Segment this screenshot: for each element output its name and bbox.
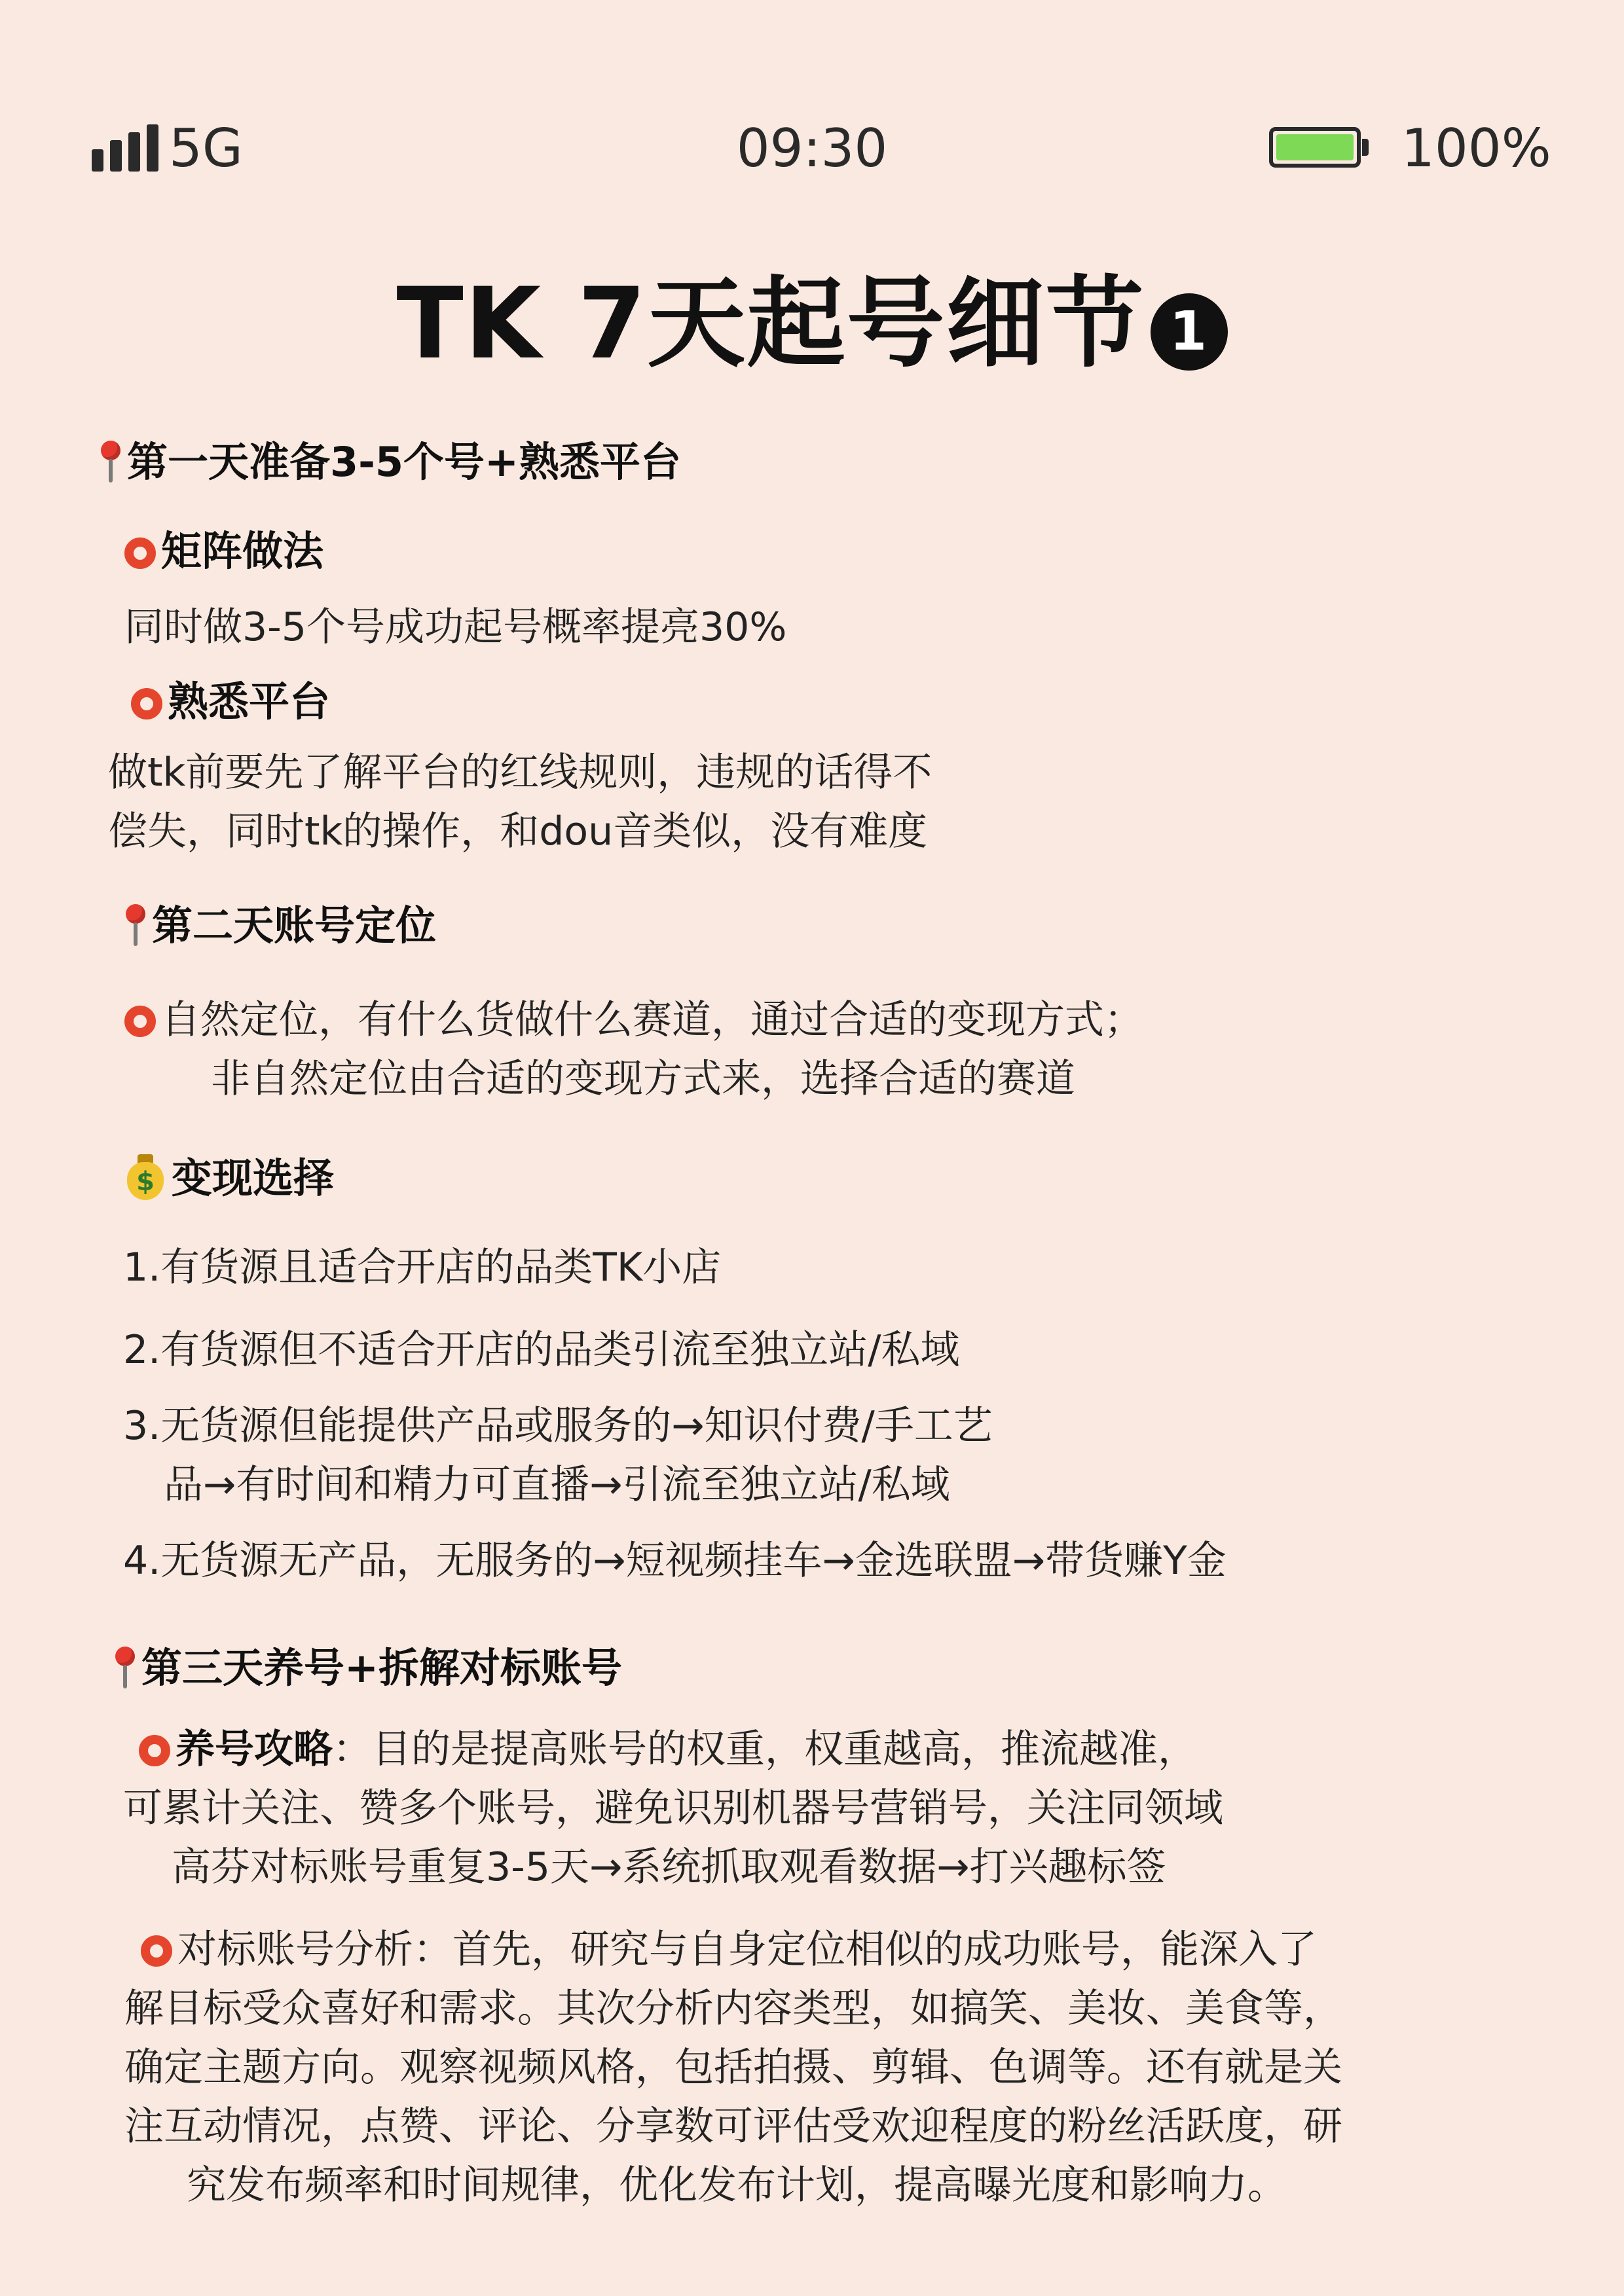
analysis-text: 对标账号分析：首先，研究与自身定位相似的成功账号，能深入了 xyxy=(177,1927,1317,1973)
analysis-line: 究发布频率和时间规律，优化发布计划，提高曝光度和影响力。 xyxy=(187,2162,1287,2208)
battery-icon xyxy=(1269,127,1361,168)
round-pushpin-icon xyxy=(98,438,123,485)
analysis-line: 确定主题方向。观察视频风格，包括拍摄、剪辑、色调等。还有就是关 xyxy=(124,2045,1342,2090)
section-heading-monetize xyxy=(126,1152,334,1205)
positioning-text-line xyxy=(124,994,1143,1046)
money-bag-icon: $ xyxy=(126,1154,165,1200)
section-heading-day2-text: 第二天账号定位 xyxy=(152,902,437,949)
matrix-text: 同时做3-5个号成功起号概率提亮30% xyxy=(124,604,787,650)
subheading-matrix xyxy=(124,525,323,577)
network-type: 5G xyxy=(169,118,243,179)
status-bar xyxy=(0,111,1624,190)
analysis-line: 注互动情况，点赞、评论、分享数可评估受欢迎程度的粉丝活跃度，研 xyxy=(124,2104,1342,2149)
subheading-familiar-text: 熟悉平台 xyxy=(168,678,331,725)
nurture-label: 养号攻略 xyxy=(175,1726,333,1772)
nurture-text: ：目的是提高账号的权重，权重越高，推流越准， xyxy=(333,1726,1197,1772)
section-heading-day3-text: 第三天养号+拆解对标账号 xyxy=(141,1644,622,1692)
monetize-item: 3.无货源但能提供产品或服务的→知识付费/手工艺 xyxy=(123,1403,993,1449)
hollow-red-circle-icon xyxy=(139,1735,170,1766)
hollow-red-circle-icon xyxy=(131,688,162,720)
positioning-text: 自然定位，有什么货做什么赛道，通过合适的变现方式； xyxy=(161,997,1143,1043)
section-heading-monetize-text: 变现选择 xyxy=(172,1154,335,1202)
monetize-item: 1.有货源且适合开店的品类TK小店 xyxy=(123,1245,722,1290)
page-title xyxy=(0,262,1624,386)
section-heading-day1 xyxy=(98,436,681,488)
hollow-red-circle-icon xyxy=(124,538,156,569)
round-pushpin-icon xyxy=(123,902,148,949)
analysis-line xyxy=(141,1923,1317,1976)
page-title-text: TK 7天起号细节 xyxy=(396,267,1145,381)
positioning-text-line: 非自然定位由合适的变现方式来，选择合适的赛道 xyxy=(211,1056,1075,1102)
familiar-text-line: 偿失，同时tk的操作，和dou音类似，没有难度 xyxy=(108,809,928,854)
analysis-line: 解目标受众喜好和需求。其次分析内容类型，如搞笑、美妆、美食等， xyxy=(124,1986,1342,2032)
battery-percentage: 100% xyxy=(1401,118,1551,179)
circled-number-one-icon: 1 xyxy=(1151,293,1228,371)
battery-cap xyxy=(1362,139,1369,156)
battery-fill xyxy=(1276,134,1354,160)
subheading-familiar xyxy=(131,676,330,728)
nurture-line: 高芬对标账号重复3-5天→系统抓取观看数据→打兴趣标签 xyxy=(172,1844,1166,1890)
section-heading-day3 xyxy=(113,1642,622,1694)
monetize-item-continuation: 品→有时间和精力可直播→引流至独立站/私域 xyxy=(164,1462,950,1508)
section-heading-day2 xyxy=(123,900,436,952)
nurture-line xyxy=(139,1723,1197,1776)
round-pushpin-icon xyxy=(113,1644,138,1691)
nurture-line: 可累计关注、赞多个账号，避免识别机器号营销号，关注同领域 xyxy=(123,1785,1223,1831)
section-heading-day1-text: 第一天准备3-5个号+熟悉平台 xyxy=(127,438,681,486)
monetize-item: 4.无货源无产品，无服务的→短视频挂车→金选联盟→带货赚Y金 xyxy=(123,1538,1227,1584)
hollow-red-circle-icon xyxy=(124,1006,156,1037)
monetize-item: 2.有货源但不适合开店的品类引流至独立站/私域 xyxy=(123,1327,960,1373)
familiar-text-line: 做tk前要先了解平台的红线规则，违规的话得不 xyxy=(108,750,932,795)
subheading-matrix-text: 矩阵做法 xyxy=(161,527,324,575)
status-time: 09:30 xyxy=(736,118,888,179)
hollow-red-circle-icon xyxy=(141,1935,172,1967)
